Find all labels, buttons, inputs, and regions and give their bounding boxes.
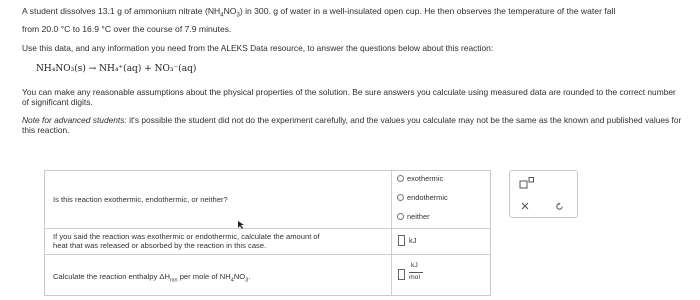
- row-divider: [45, 254, 490, 255]
- undo-button[interactable]: [550, 199, 568, 213]
- assumptions-text: You can make any reasonable assumptions about the physical properties of the solution. Be sure answers you calculate using measured data are rounded to the correct number of significant digits.: [22, 87, 676, 107]
- question-enthalpy: Calculate the reaction enthalpy $\Delta H_{rxn}$ per mole of $NH_4NO_3$.: [53, 272, 251, 284]
- clear-button[interactable]: [516, 199, 534, 213]
- question-heat-line2: heat that was released or absorbed by the reaction in this case.: [53, 241, 267, 250]
- enthalpy-unit-denominator: mol: [409, 274, 420, 281]
- mouse-cursor-icon: [238, 221, 244, 229]
- radio-exothermic[interactable]: [397, 175, 404, 182]
- heat-answer-input[interactable]: [398, 235, 405, 246]
- question-exo-endo: Is this reaction exothermic, endothermic, or neither?: [53, 195, 228, 204]
- option-label: exothermic: [407, 174, 444, 183]
- option-label: endothermic: [407, 193, 448, 202]
- question-heat-line1: If you said the reaction was exothermic or endothermic, calculate the amount of: [53, 232, 320, 241]
- note-label: Note for advanced students:: [22, 115, 127, 125]
- radio-neither[interactable]: [397, 213, 404, 220]
- undo-icon: [555, 202, 564, 211]
- fraction-bar: [409, 272, 423, 273]
- problem-intro-line1: A student dissolves 13.1 g of ammonium nitrate $(NH_4NO_3)$ in 300. g of water in a well-insulated open cup. He then observes the temperature of the water fall: [22, 6, 616, 19]
- questions-table: [44, 170, 491, 296]
- advanced-note: [22, 116, 682, 135]
- heat-unit: kJ: [409, 236, 417, 245]
- option-endothermic[interactable]: [397, 193, 448, 202]
- column-divider: [391, 171, 392, 295]
- row-divider: [45, 228, 490, 229]
- problem-intro-line2: from 20.0 °C to 16.9 °C over the course of 7.9 minutes.: [22, 24, 232, 34]
- math-tools-panel: [509, 170, 578, 218]
- superscript-button[interactable]: [516, 175, 538, 191]
- reaction-equation: NH₄NO₃(s) → NH₄⁺(aq) + NO₃⁻(aq): [36, 64, 197, 74]
- option-neither[interactable]: [397, 212, 430, 221]
- note-text: it's possible the student did not do the experiment carefully, and the values you calculate may not be the same as the known and published values for this reaction.: [22, 115, 682, 135]
- option-exothermic[interactable]: [397, 174, 443, 183]
- enthalpy-unit-numerator: kJ: [411, 262, 418, 269]
- option-label: neither: [407, 212, 430, 221]
- use-data-instruction: Use this data, and any information you need from the ALEKS Data resource, to answer the questions below about this reaction:: [22, 43, 494, 53]
- enthalpy-answer-input[interactable]: [398, 269, 405, 280]
- close-icon: [521, 202, 529, 210]
- superscript-icon: [519, 177, 535, 189]
- radio-endothermic[interactable]: [397, 194, 404, 201]
